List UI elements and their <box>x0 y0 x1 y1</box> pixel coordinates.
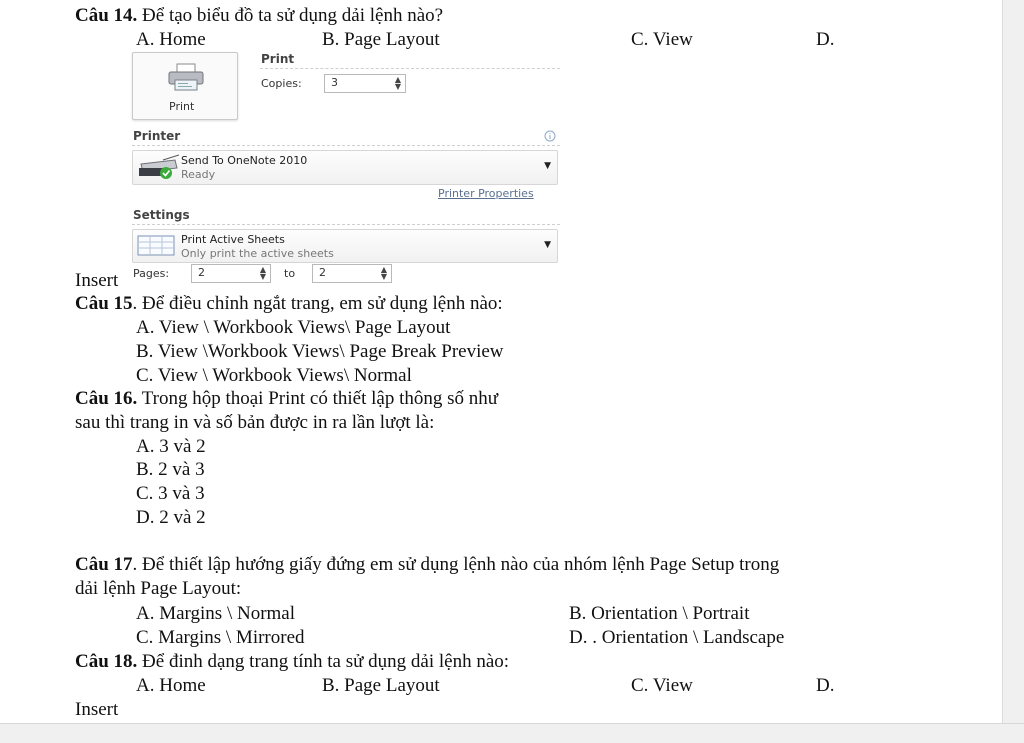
q18-option-c: C. View <box>631 675 693 696</box>
dropdown-arrow-icon: ▼ <box>544 161 551 171</box>
printer-icon <box>166 63 206 93</box>
question-16-line2: sau thì trang in và số bản được in ra lần lượt là: <box>75 412 435 433</box>
info-icon <box>544 130 556 142</box>
q17-option-c: C. Margins \ Mirrored <box>136 627 305 648</box>
q15-option-b: B. View \Workbook Views\ Page Break Preview <box>136 341 504 362</box>
spin-up-icon[interactable]: ▲ <box>259 265 266 274</box>
spin-up-icon[interactable]: ▲ <box>394 75 401 84</box>
question-16: Câu 16. Trong hộp thoại Print có thiết lập thông số như <box>75 388 499 409</box>
divider <box>260 68 560 69</box>
question-15: Câu 15. Để điều chỉnh ngắt trang, em sử dụng lệnh nào: <box>75 293 503 314</box>
q18-option-d-continued: Insert <box>75 699 119 720</box>
copies-value: 3 <box>331 76 338 89</box>
q18-option-a: A. Home <box>136 675 206 696</box>
horizontal-scrollbar[interactable] <box>0 723 1024 743</box>
spin-down-icon[interactable]: ▼ <box>380 272 387 281</box>
q14-option-b: B. Page Layout <box>322 29 440 50</box>
question-18: Câu 18. Để đinh dạng trang tính ta sử dụng dải lệnh nào: <box>75 651 510 672</box>
pages-to-label: to <box>284 267 296 280</box>
q16-option-b: B. 2 và 3 <box>136 459 205 480</box>
q15-option-c: C. View \ Workbook Views\ Normal <box>136 365 412 386</box>
spin-down-icon[interactable]: ▼ <box>259 272 266 281</box>
question-14: Câu 14. Để tạo biểu đồ ta sử dụng dải lệnh nào? <box>75 5 444 26</box>
printer-properties-link[interactable]: Printer Properties <box>438 187 534 200</box>
pages-from-value: 2 <box>198 266 205 279</box>
q16-option-a: A. 3 và 2 <box>136 436 206 457</box>
question-17: Câu 17. Để thiết lập hướng giấy đứng em sử dụng lệnh nào của nhóm lệnh Page Setup trong <box>75 554 780 575</box>
sheet-icon <box>137 235 177 257</box>
printer-heading: Printer <box>133 129 181 143</box>
printer-select[interactable] <box>132 150 558 185</box>
print-button[interactable] <box>132 52 238 120</box>
pages-label: Pages: <box>133 267 170 280</box>
print-button-label: Print <box>169 100 195 113</box>
print-what-select[interactable] <box>132 229 558 263</box>
copies-input[interactable] <box>324 74 406 93</box>
vertical-scrollbar[interactable] <box>1002 0 1024 723</box>
q17-option-a: A. Margins \ Normal <box>136 603 296 624</box>
printer-status: Ready <box>181 168 216 181</box>
q17-option-b: B. Orientation \ Portrait <box>569 603 750 624</box>
divider <box>132 145 560 146</box>
pages-from-input[interactable] <box>191 264 271 283</box>
q14-option-d: D. <box>816 29 835 50</box>
question-17-line2: dải lệnh Page Layout: <box>75 578 242 599</box>
setting-description: Only print the active sheets <box>181 247 334 260</box>
q15-option-a: A. View \ Workbook Views\ Page Layout <box>136 317 451 338</box>
print-section-title: Print <box>261 52 295 66</box>
q16-option-c: C. 3 và 3 <box>136 483 205 504</box>
q17-option-d: D. . Orientation \ Landscape <box>569 627 785 648</box>
spin-up-icon[interactable]: ▲ <box>380 265 387 274</box>
printer-name: Send To OneNote 2010 <box>181 154 308 167</box>
pages-to-value: 2 <box>319 266 326 279</box>
divider <box>132 224 560 225</box>
pages-to-input[interactable] <box>312 264 392 283</box>
q16-option-d: D. 2 và 2 <box>136 507 206 528</box>
q14-option-d-continued: Insert <box>75 270 119 291</box>
q18-option-b: B. Page Layout <box>322 675 440 696</box>
copies-label: Copies: <box>261 77 302 90</box>
setting-title: Print Active Sheets <box>181 233 285 246</box>
q18-option-d: D. <box>816 675 835 696</box>
dropdown-arrow-icon: ▼ <box>544 240 551 250</box>
spin-down-icon[interactable]: ▼ <box>394 82 401 91</box>
print-dialog-image <box>130 48 562 284</box>
settings-heading: Settings <box>133 208 190 222</box>
q14-option-c: C. View <box>631 29 693 50</box>
q14-option-a: A. Home <box>136 29 206 50</box>
printer-ready-icon <box>135 154 179 182</box>
